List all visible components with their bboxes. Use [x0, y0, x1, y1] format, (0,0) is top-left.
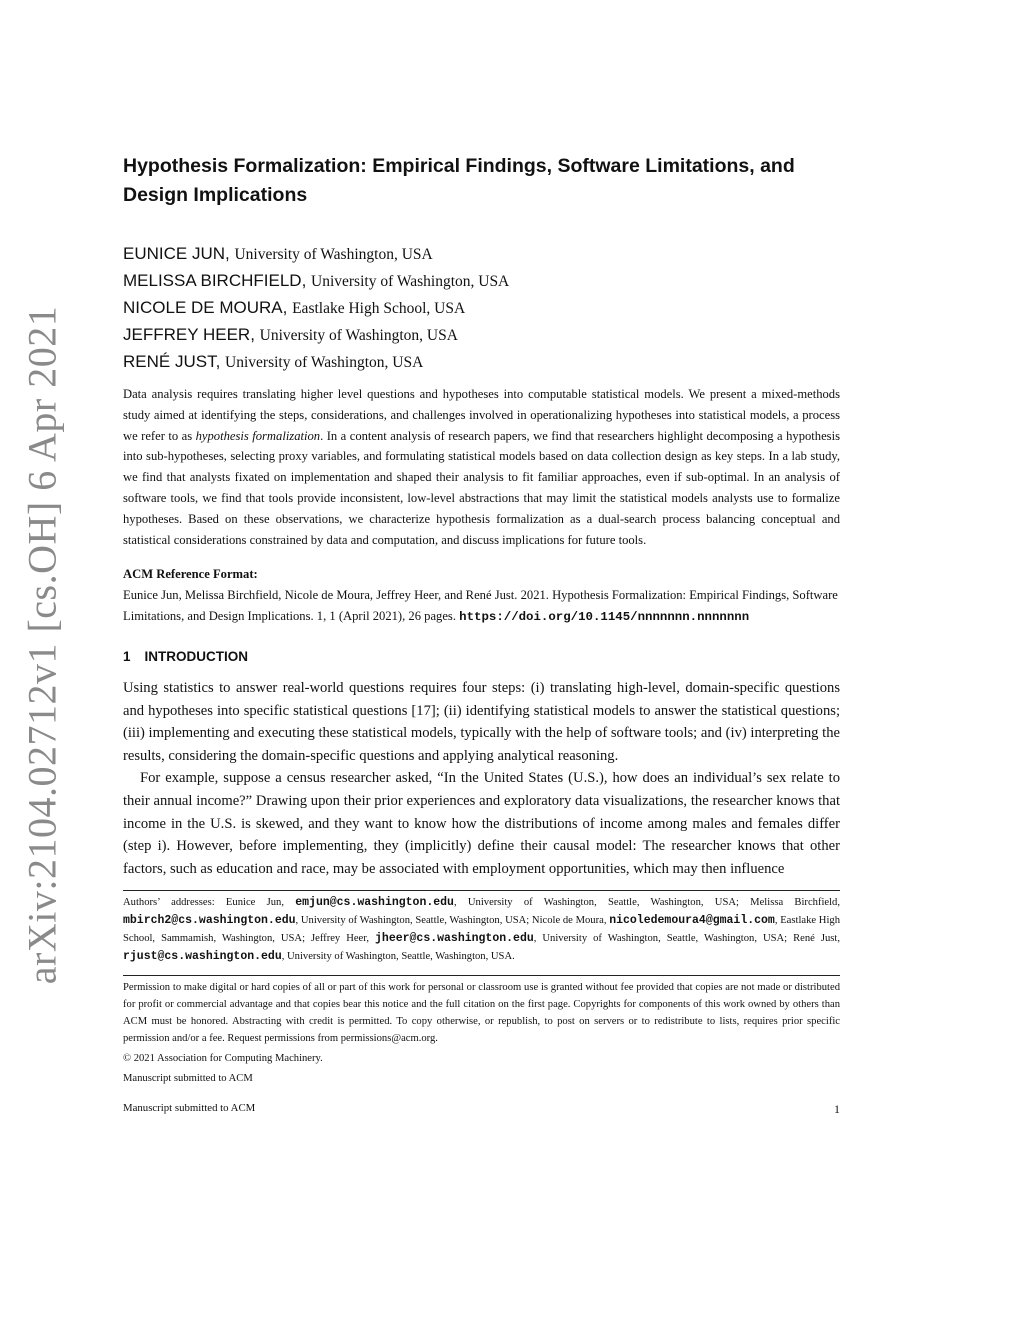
intro-paragraph: Using statistics to answer real-world questions requires four steps: (i) translating high-level, domain-specific questions and hypotheses into specific statistical questions [17]; (ii) identifying statistical models to answer the statistical questions; (iii) implementing and executing these statistical models, typically with the help of software tools; and (iv) interpreting the results, considering the domain-specific questions and applying analytical reasoning. — [123, 680, 840, 764]
author-name: RENÉ JUST — [123, 352, 216, 371]
footer-manuscript-note: Manuscript submitted to ACM — [123, 1102, 256, 1114]
acm-reference-heading: ACM Reference Format: — [123, 567, 258, 581]
manuscript-line: Manuscript submitted to ACM — [123, 1073, 253, 1084]
paper-title: Hypothesis Formalization: Empirical Findings, Software Limitations, and Design Implications — [123, 155, 795, 206]
footnote-text: , University of Washington, Seattle, Washington, USA; Melissa Birchfield, — [453, 897, 840, 908]
abstract-text-cont: . In a content analysis of research papers, we find that researchers highlight decomposing a hypothesis into sub-hypotheses, selecting proxy variables, and formulating statistical models based on data collection design as key steps. In a lab study, we find that analysts fixated on implementation and shaped their analysis to fit familiar approaches, even if sub-optimal. In an analysis of software tools, we find that tools provide inconsistent, low-level abstractions that may limit the statistical models analysts use to formalize hypotheses. Based on these observations, we characterize hypothesis formalization as a dual-search process balancing conceptual and statistical considerations constrained by data and computation, and discuss implications for future tools. — [123, 428, 840, 547]
author-entry: JEFFREY HEER, University of Washington, USA — [123, 325, 458, 344]
page-footer — [123, 1102, 840, 1114]
footnote-text: Authors’ addresses: Eunice Jun, — [123, 897, 296, 908]
footnote-text: , Eastlake High School, Sammamish, Washington, USA; Jeffrey Heer, — [123, 915, 840, 944]
author-addresses-footnote — [123, 894, 840, 966]
acm-reference-text: Eunice Jun, Melissa Birchfield, Nicole de Moura, Jeffrey Heer, and René Just. 2021. Hypothesis Formalization: Empirical Findings, Software Limitations, and Design Implications. 1, 1 (April 2021), 26 pages. — [123, 587, 838, 623]
section-heading — [123, 649, 840, 664]
author-name: JEFFREY HEER — [123, 325, 251, 344]
author-name: EUNICE JUN — [123, 244, 226, 263]
author-affiliation: University of Washington, USA — [225, 354, 424, 371]
copyright-line: © 2021 Association for Computing Machinery. — [123, 1053, 323, 1064]
footnote-text: , University of Washington, Seattle, Washington, USA; Nicole de Moura, — [295, 915, 610, 926]
abstract-text: Data analysis requires translating higher level questions and hypotheses into computable statistical models. We present a mixed-methods study aimed at identifying the steps, considerations, and challenges involved in operationalizing hypotheses into statistical models, a process we refer to as — [123, 387, 840, 443]
acm-reference — [123, 564, 840, 627]
page-number: 1 — [834, 1102, 840, 1116]
author-entry: NICOLE DE MOURA, Eastlake High School, USA — [123, 298, 466, 317]
author-affiliation: University of Washington, USA — [234, 246, 433, 263]
section-title: INTRODUCTION — [144, 649, 249, 664]
permissions-text: Permission to make digital or hard copies of all or part of this work for personal or classroom use is granted without fee provided that copies are not made or distributed for profit or commercial advantage and that copies bear this notice and the full citation on the first page. Copyrights for components of this work owned by others than ACM must be honored. Abstracting with credit is permitted. To copy otherwise, or republish, to post on servers or to redistribute to lists, requires prior specific permission and/or a fee. Request permissions from permissions@acm.org. — [123, 982, 840, 1044]
footnote-text: , University of Washington, Seattle, Washington, USA. — [281, 951, 515, 962]
author-name: NICOLE DE MOURA — [123, 298, 283, 317]
footnote-text: , University of Washington, Seattle, Washington, USA; René Just, — [533, 933, 840, 944]
email-link[interactable]: jheer@cs.washington.edu — [375, 932, 534, 945]
author-affiliation: Eastlake High School, USA — [292, 300, 466, 317]
acm-reference-body — [123, 585, 840, 628]
author-affiliation: University of Washington, USA — [259, 327, 458, 344]
intro-body — [123, 677, 840, 880]
author-entry: RENÉ JUST, University of Washington, USA — [123, 352, 424, 371]
author-list — [123, 240, 840, 375]
arxiv-watermark: arXiv:2104.02712v1 [cs.OH] 6 Apr 2021 — [19, 305, 65, 985]
email-link[interactable]: mbirch2@cs.washington.edu — [123, 914, 296, 927]
intro-paragraph: For example, suppose a census researcher asked, “In the United States (U.S.), how does an individual’s sex relate to their annual income?” Drawing upon their prior experiences and exploratory data visualizations, the researcher knows that income in the U.S. is skewed, and they want to know how the distributions of income among males and females differ (step i). However, before implementing, they (implicitly) define their causal model: The researcher knows that other factors, such as education and race, may be associated with employment opportunities, which may then influence — [123, 770, 840, 877]
email-link[interactable]: nicoledemoura4@gmail.com — [609, 914, 775, 927]
author-entry: MELISSA BIRCHFIELD, University of Washington, USA — [123, 271, 510, 290]
doi-link[interactable]: https://doi.org/10.1145/nnnnnnn.nnnnnnn — [459, 609, 750, 624]
section-number: 1 — [123, 649, 131, 664]
permissions-notice — [123, 979, 840, 1087]
author-affiliation: University of Washington, USA — [311, 273, 510, 290]
permissions-divider — [123, 975, 840, 976]
email-link[interactable]: rjust@cs.washington.edu — [123, 950, 282, 963]
author-entry: EUNICE JUN, University of Washington, USA — [123, 244, 433, 263]
footnote-divider — [123, 890, 840, 891]
author-name: MELISSA BIRCHFIELD — [123, 271, 302, 290]
abstract-emphasis: hypothesis formalization — [195, 428, 321, 443]
email-link[interactable]: emjun@cs.washington.edu — [295, 896, 454, 909]
abstract — [123, 384, 840, 550]
